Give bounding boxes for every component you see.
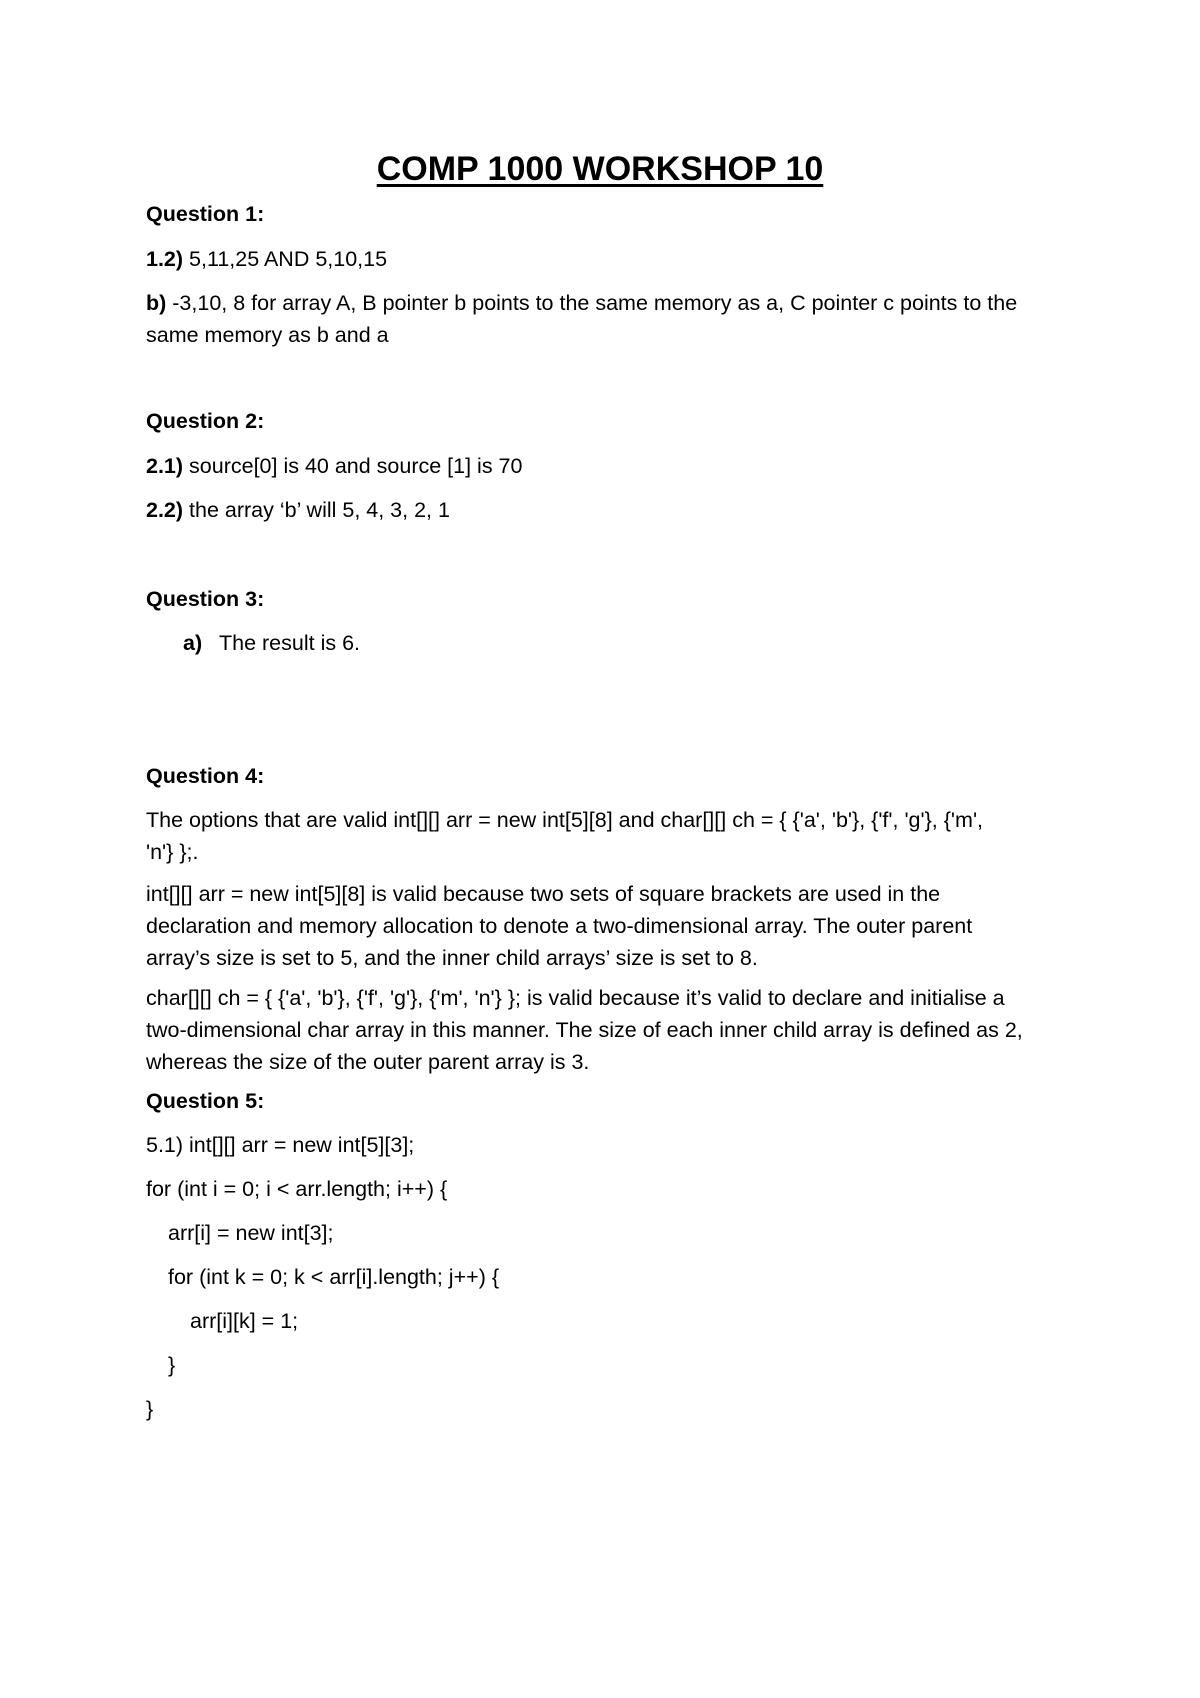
answer-3-a [183, 627, 1093, 659]
answer-1-2 [146, 243, 1056, 275]
answer-label: 2.2) [146, 498, 184, 522]
q4-paragraph-2-line2: declaration and memory allocation to denote a two-dimensional array. The outer parent [146, 914, 973, 938]
question-1-heading: Question 1: [146, 202, 265, 226]
document-title: COMP 1000 WORKSHOP 10 [376, 150, 824, 188]
q4-paragraph-2-line3: array’s size is set to 5, and the inner child arrays’ size is set to 8. [146, 946, 758, 970]
q4-paragraph-2-line1: int[][] arr = new int[5][8] is valid because two sets of square brackets are used in the [146, 882, 941, 906]
code-line: 5.1) int[][] arr = new int[5][3]; [146, 1133, 415, 1157]
code-line: for (int k = 0; k < arr[i].length; j++) { [168, 1265, 500, 1289]
answer-1-b-line2: same memory as b and a [146, 323, 389, 347]
answer-label: b) [146, 291, 167, 315]
code-line: } [168, 1353, 176, 1377]
answer-text: source[0] is 40 and source [1] is 70 [183, 454, 523, 478]
q4-paragraph-3-line1: char[][] ch = { {'a', 'b'}, {'f', 'g'}, {'m', 'n'} }; is valid because it’s valid to declare and initialise a [146, 986, 1005, 1010]
answer-2-1 [146, 450, 1056, 482]
question-4-heading: Question 4: [146, 764, 265, 788]
answer-label: 1.2) [146, 247, 184, 271]
answer-1-b-line1 [146, 287, 1056, 319]
answer-text: The result is 6. [219, 631, 360, 655]
code-line: arr[i][k] = 1; [190, 1309, 299, 1333]
q4-paragraph-1-line2: 'n'} };. [146, 840, 199, 864]
answer-text: -3,10, 8 for array A, B pointer b points to the same memory as a, C pointer c points to the [166, 291, 1018, 315]
question-5-heading: Question 5: [146, 1089, 265, 1113]
q4-paragraph-3-line3: whereas the size of the outer parent array is 3. [146, 1050, 590, 1074]
answer-text: 5,11,25 AND 5,10,15 [183, 247, 388, 271]
answer-text: the array ‘b’ will 5, 4, 3, 2, 1 [183, 498, 450, 522]
question-2-heading: Question 2: [146, 409, 265, 433]
question-3-heading: Question 3: [146, 587, 265, 611]
q4-paragraph-1-line1: The options that are valid int[][] arr = new int[5][8] and char[][] ch = { {'a', 'b'}, {'f', 'g'}, {'m', [146, 808, 984, 832]
code-line: arr[i] = new int[3]; [168, 1221, 334, 1245]
code-line: for (int i = 0; i < arr.length; i++) { [146, 1177, 448, 1201]
answer-2-2 [146, 494, 1056, 526]
answer-label: 2.1) [146, 454, 184, 478]
q4-paragraph-3-line2: two-dimensional char array in this manner. The size of each inner child array is defined as 2, [146, 1018, 1023, 1042]
code-line: } [146, 1397, 154, 1421]
list-label: a) [183, 631, 203, 655]
